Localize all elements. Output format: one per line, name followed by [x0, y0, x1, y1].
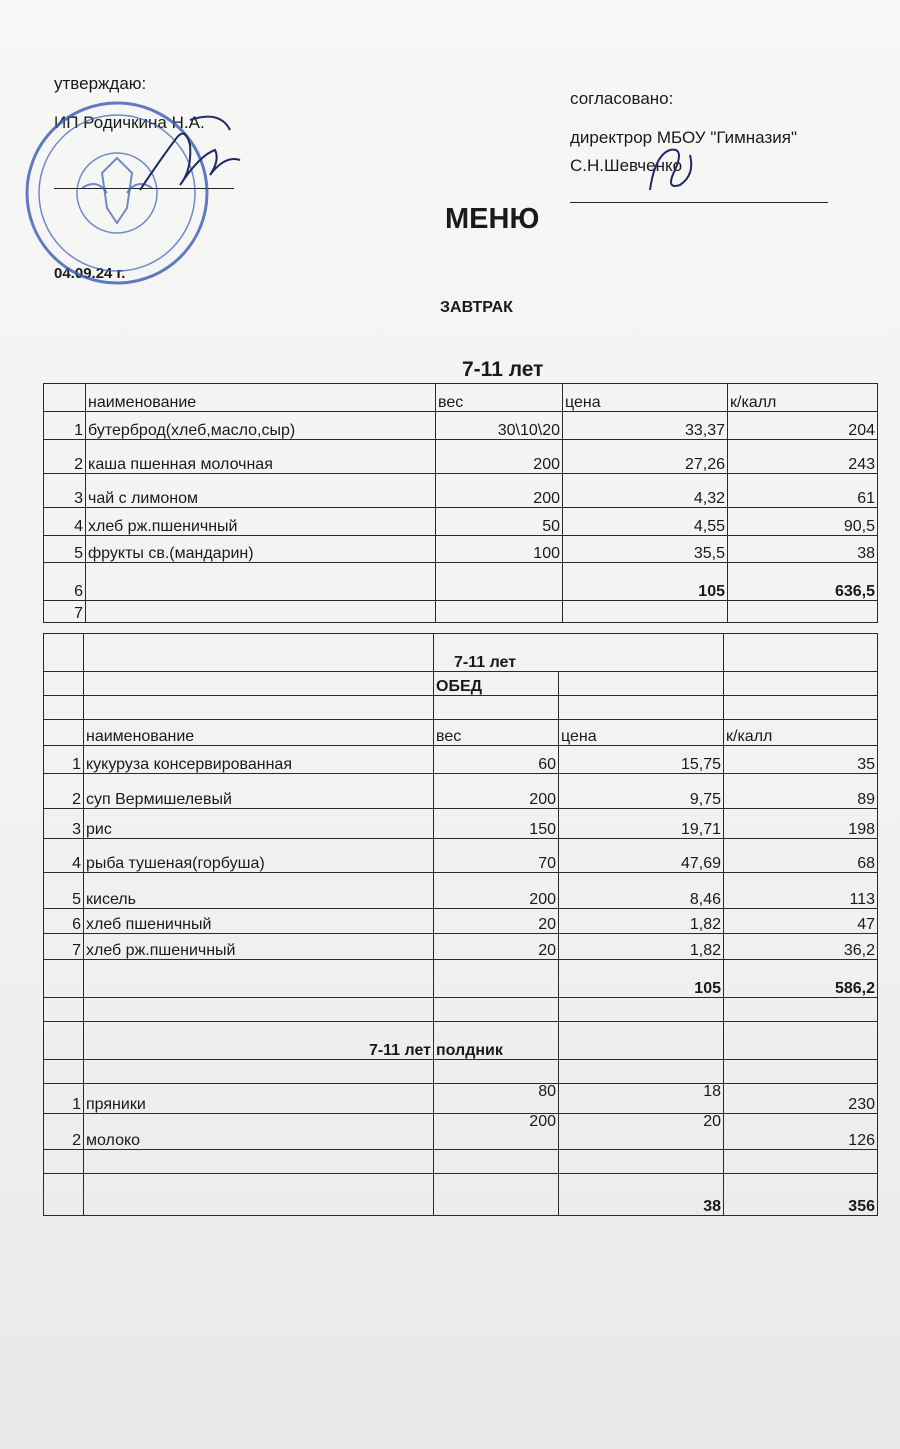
- header-weight: вес: [436, 384, 563, 412]
- row-price: 4,32: [563, 474, 728, 508]
- table-header-row: [44, 720, 878, 746]
- row-name: каша пшенная молочная: [86, 440, 436, 474]
- row-name: рис: [84, 809, 434, 839]
- row-weight: 200: [434, 1114, 559, 1150]
- row-kcal: 90,5: [728, 508, 878, 536]
- row-kcal: 36,2: [724, 934, 878, 960]
- row-num: 6: [44, 909, 84, 934]
- row-num: 4: [44, 839, 84, 873]
- row-price: 1,82: [559, 909, 724, 934]
- row-num: 3: [44, 474, 86, 508]
- empty-row: [44, 998, 878, 1022]
- header-name: наименование: [86, 384, 436, 412]
- row-kcal: 126: [724, 1114, 878, 1150]
- approve-date: 04.09.24 г.: [54, 265, 126, 282]
- header-price: цена: [559, 720, 724, 746]
- row-weight: 50: [436, 508, 563, 536]
- row-price: 20: [559, 1114, 724, 1150]
- row-name: кисель: [84, 873, 434, 909]
- row-kcal: 35: [724, 746, 878, 774]
- header-kcal: к/калл: [728, 384, 878, 412]
- table-row: [44, 1114, 878, 1150]
- breakfast-age: 7-11 лет: [462, 358, 544, 381]
- table-row: [44, 809, 878, 839]
- row-weight: 20: [434, 909, 559, 934]
- row-weight: 30\10\20: [436, 412, 563, 440]
- row-name: хлеб пшеничный: [84, 909, 434, 934]
- total-kcal: 356: [724, 1174, 878, 1216]
- snack-age-row: [44, 1022, 878, 1060]
- row-num: 1: [44, 412, 86, 440]
- row-name: хлеб рж.пшеничный: [84, 934, 434, 960]
- empty-row: [44, 1060, 878, 1084]
- table-row: [44, 934, 878, 960]
- row-num: 2: [44, 440, 86, 474]
- row-weight: 60: [434, 746, 559, 774]
- row-name: рыба тушеная(горбуша): [84, 839, 434, 873]
- row-num: 1: [44, 1084, 84, 1114]
- row-price: 33,37: [563, 412, 728, 440]
- row-name: бутерброд(хлеб,масло,сыр): [86, 412, 436, 440]
- row-name: молоко: [84, 1114, 434, 1150]
- page-title: МЕНЮ: [445, 203, 540, 235]
- row-num: 7: [44, 601, 86, 623]
- row-weight: 200: [434, 873, 559, 909]
- snack-age: 7-11 лет: [84, 1022, 434, 1060]
- row-weight: 200: [434, 774, 559, 809]
- lunch-age-row: [44, 634, 878, 672]
- row-kcal: 198: [724, 809, 878, 839]
- agreed-position: директрор МБОУ "Гимназия": [570, 128, 797, 147]
- total-kcal: 586,2: [724, 960, 878, 998]
- row-price: 9,75: [559, 774, 724, 809]
- empty-row: [44, 696, 878, 720]
- row-weight: 80: [434, 1084, 559, 1114]
- row-price: 15,75: [559, 746, 724, 774]
- row-num: 7: [44, 934, 84, 960]
- total-price: 105: [559, 960, 724, 998]
- row-price: 19,71: [559, 809, 724, 839]
- total-row: [44, 563, 878, 601]
- approver-name: ИП Родичкина Н.А.: [54, 113, 205, 132]
- row-kcal: 68: [724, 839, 878, 873]
- row-name: пряники: [84, 1084, 434, 1114]
- breakfast-table: [43, 383, 878, 623]
- header-kcal: к/калл: [724, 720, 878, 746]
- table-row: [44, 536, 878, 563]
- lunch-age: 7-11 лет: [434, 634, 724, 672]
- row-weight: 70: [434, 839, 559, 873]
- row-num: 2: [44, 1114, 84, 1150]
- row-kcal: 61: [728, 474, 878, 508]
- row-kcal: 230: [724, 1084, 878, 1114]
- row-price: 47,69: [559, 839, 724, 873]
- lunch-section-title: ОБЕД: [434, 672, 559, 696]
- table-row: [44, 839, 878, 873]
- row-num: 1: [44, 746, 84, 774]
- total-row: [44, 1174, 878, 1216]
- row-name: чай с лимоном: [86, 474, 436, 508]
- row-price: 27,26: [563, 440, 728, 474]
- row-kcal: 243: [728, 440, 878, 474]
- row-num: 4: [44, 508, 86, 536]
- breakfast-section-title: ЗАВТРАК: [440, 299, 513, 316]
- table-row: [44, 873, 878, 909]
- row-name: суп Вермишелевый: [84, 774, 434, 809]
- row-kcal: 89: [724, 774, 878, 809]
- header-name: наименование: [84, 720, 434, 746]
- table-row: [44, 440, 878, 474]
- lunch-table: [43, 633, 878, 1216]
- row-num: 5: [44, 873, 84, 909]
- header-num: [44, 384, 86, 412]
- approve-label: утверждаю:: [54, 74, 147, 93]
- table-row: [44, 1084, 878, 1114]
- lunch-section-row: [44, 672, 878, 696]
- total-price: 38: [559, 1174, 724, 1216]
- row-kcal: 113: [724, 873, 878, 909]
- row-price: 18: [559, 1084, 724, 1114]
- row-weight: 100: [436, 536, 563, 563]
- empty-row: [44, 601, 878, 623]
- row-weight: 150: [434, 809, 559, 839]
- total-price: 105: [563, 563, 728, 601]
- snack-section-title: полдник: [434, 1022, 559, 1060]
- row-weight: 200: [436, 474, 563, 508]
- row-price: 1,82: [559, 934, 724, 960]
- row-price: 4,55: [563, 508, 728, 536]
- row-weight: 20: [434, 934, 559, 960]
- row-kcal: 47: [724, 909, 878, 934]
- row-num: 6: [44, 563, 86, 601]
- table-row: [44, 909, 878, 934]
- row-kcal: 38: [728, 536, 878, 563]
- row-weight: 200: [436, 440, 563, 474]
- row-num: 2: [44, 774, 84, 809]
- agreed-signature: [640, 135, 700, 205]
- table-row: [44, 412, 878, 440]
- row-num: 5: [44, 536, 86, 563]
- total-row: [44, 960, 878, 998]
- table-row: [44, 508, 878, 536]
- table-header-row: [44, 384, 878, 412]
- agreed-person: С.Н.Шевченко: [570, 156, 683, 175]
- table-row: [44, 774, 878, 809]
- table-row: [44, 474, 878, 508]
- row-kcal: 204: [728, 412, 878, 440]
- header-price: цена: [563, 384, 728, 412]
- row-price: 8,46: [559, 873, 724, 909]
- agreed-label: согласовано:: [570, 89, 674, 108]
- row-name: фрукты св.(мандарин): [86, 536, 436, 563]
- empty-row: [44, 1150, 878, 1174]
- row-name: хлеб рж.пшеничный: [86, 508, 436, 536]
- row-price: 35,5: [563, 536, 728, 563]
- header-weight: вес: [434, 720, 559, 746]
- total-kcal: 636,5: [728, 563, 878, 601]
- row-name: кукуруза консервированная: [84, 746, 434, 774]
- row-num: 3: [44, 809, 84, 839]
- table-row: [44, 746, 878, 774]
- approver-signature: [130, 100, 250, 210]
